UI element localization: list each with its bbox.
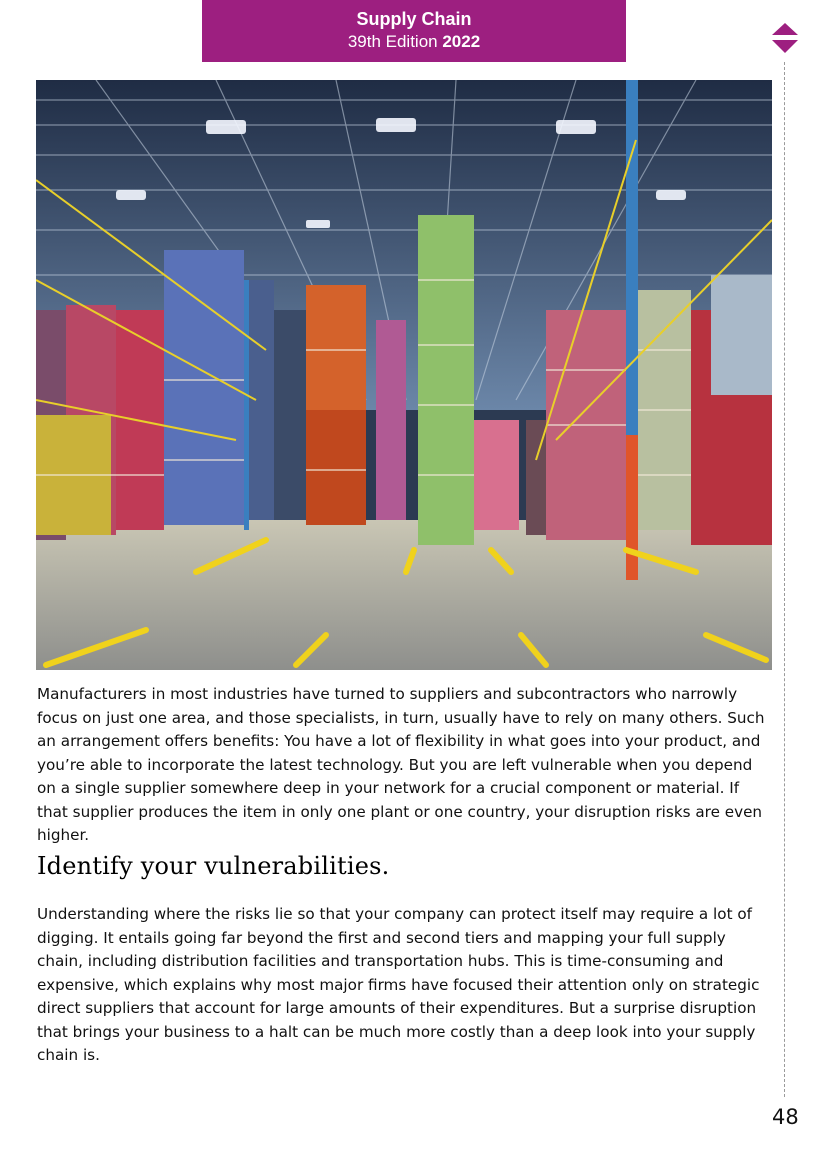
header-year: 2022	[442, 32, 481, 51]
header-edition: 39th Edition	[347, 32, 438, 51]
side-dashed-line	[784, 62, 785, 1097]
warehouse-photo	[36, 80, 772, 670]
header-edition-line	[202, 31, 626, 53]
page-number: 48	[772, 1105, 799, 1129]
header-banner	[202, 0, 626, 62]
section-heading: Identify your vulnerabilities.	[37, 852, 390, 880]
diamond-arrows-icon	[770, 22, 800, 54]
body-paragraph-2: Understanding where the risks lie so that your company can protect itself may require a lot of digging. It entails going far beyond the first and second tiers and mapping your full supply chain, including distribution facilities and transportation hubs. This is time-consuming and expensive, which explains why most major firms have focused their attention only on strategic direct suppliers that account for large amounts of their expenditures. But a surprise disruption that brings your business to a halt can be much more costly than a deep look into your supply chain is.	[37, 905, 760, 1064]
header-title: Supply Chain	[356, 9, 472, 29]
body-paragraph-1: Manufacturers in most industries have turned to suppliers and subcontractors who narrowly focus on just one area, and those specialists, in turn, usually have to rely on many others. Such an arrangement offers benefits: You have a lot of flexibility in what goes into your product, and you’re able to incorporate the latest technology. But you are left vulnerable when you depend on a single supplier somewhere deep in your network for a crucial component or material. If that supplier produces the item in only one plant or one country, your disruption risks are even higher.	[37, 685, 765, 844]
